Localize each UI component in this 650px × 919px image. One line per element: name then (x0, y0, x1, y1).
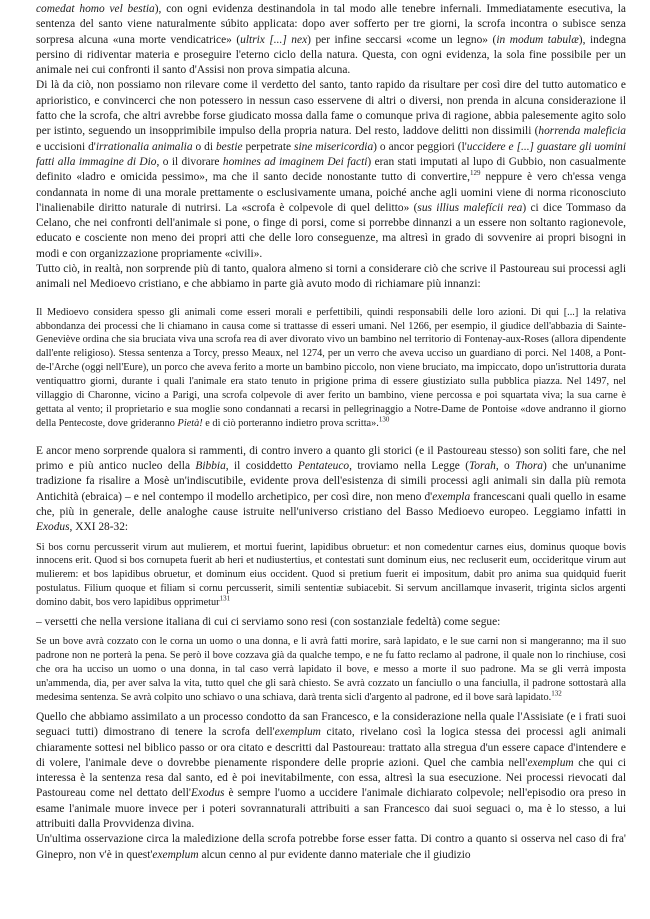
text-run: ) ci dice Tommaso da Celano, che nei confronti dell'animale si pone, o finge di porsi, come si porrebbe dinnanzi a un essere non soltanto ragionevole, educato e cosciente non meno dei propri atti che delle loro conseguenze, ma altresì in grado di sovvenire ai propri bisogni in modi e con organizzazione propriamente «civili». (36, 201, 626, 260)
text-run: ) per infine seccarsi «come un legno» ( (307, 33, 497, 46)
italic-run: exemplum (527, 756, 574, 769)
footnote-ref: 132 (551, 689, 562, 698)
italic-run: exemplum (274, 726, 321, 739)
italic-run: irrationalia animalia (95, 140, 193, 153)
text-run: Tutto ciò, in realtà, non sorprende più di tanto, qualora almeno si torni a considerare ciò che scrive il Pastoureau sui processi agli animali nel Medioevo cristiano, e che abbiamo in parte già avuto modo di richiamare più innanzi: (36, 263, 626, 291)
text-run: E ancor meno sorprende qualora si rammenti, di contro invero a quanto gli storici (e il Pastoureau stesso) son soliti fare, che nel primo e più antico nucleo della (36, 444, 626, 473)
text-run: ) eran stati imputati al lupo di Gubbio, non casualmente definito «ladro e omicida pessimo», ma che il santo decide nonostante tutto di convertire, (36, 155, 626, 184)
block-quote-exodus-italian (36, 635, 626, 705)
text-run: ), indegna persino di ridiventar materia e proseguire l'eterno ciclo della natura. Questa, con ogni evidenza, la sola fine possibile per un animale nei cui confronti il santo d'Assisi non prova simpatia alcuna. (36, 33, 627, 77)
italic-run: Pentateuco (297, 460, 350, 473)
text-run: perpetrate (242, 140, 295, 153)
footnote-ref: 129 (469, 169, 481, 178)
italic-run: Exodus (36, 521, 70, 534)
italic-run: ultrix [...] nex (240, 33, 308, 46)
italic-run: homines ad imaginem Dei facti (222, 155, 368, 168)
footnote-ref: 130 (378, 415, 390, 424)
block-quote-exodus-latin (36, 541, 626, 611)
text-run: Se un bove avrà cozzato con le corna un uomo o una donna, e li avrà fatti morire, sarà lapidato, e le sue carni non si mangeranno; ma il suo padrone non ne porterà la pena. Se però il bove cozzava già da qualche tempo, e ne fu fatto reclamo al padrone, il quale non lo rinchiuse, così che ora ha ucciso un uomo o una donna, in tal caso verrà lapidato il bove, e messo a morte il suo padrone. Ma se gli verrà imposta un'ammenda, dia, per aver salva la vita, tutto quel che gli sarà chiesto. Se avrà cozzato un fanciullo o una fanciulla, il padrone sottostarà alla medesima sentenza. Se avrà colpito uno schiavo o una schiava, darà trenta sicli d'argento al padrone, ed il bove sarà lapidato. (36, 636, 626, 704)
text-run: Il Medioevo considera spesso gli animali come esseri morali e perfettibili, quindi responsabili delle loro azioni. Di qui [...] la relativa abbondanza dei processi che li chiamano in causa come si trattasse di esseri umani. Nel 1266, per esempio, il giudice dell'abbazia di Sainte-Geneviève ordina che sia bruciata viva una scrofa rea di aver divorato vivo un bambino nel territorio di Fontenay-aux-Roses (allora dipendente dall'ente religioso). Stessa sentenza a Torcy, presso Meaux, nel 1274, per un verro che aveva ucciso un guardiano di porci. Nel 1408, a Pont-de-l'Arche (oggi nell'Eure), un porco che aveva ferito a morte un bambino piccolo, non viene bruciato, ma impiccato, dopo un'istruttoria durata ventiquattro giorni, durante i quali l'animale era stato tenuto in prigione prima di essere giustiziato sulla pubblica piazza. Nel 1497, nel villaggio di Charonne, vicino a Parigi, una scrofa colpevole di aver ferito un bambino, viene percossa e poi squartata viva; la sua carne è gettata al vento; il proprietario e sua moglie sono condannati a recarsi in pellegrinaggio a Notre-Dame de Pontoise «dove andranno il giorno della Pentecoste, dove grideranno (36, 306, 626, 429)
italic-run: Bibbia (195, 460, 226, 473)
paragraph-6 (36, 710, 626, 832)
text-run: , o il divorare (156, 155, 223, 168)
paragraph-7 (36, 832, 626, 863)
paragraph-2 (36, 78, 626, 262)
text-run: ) o ancor peggiori (l' (373, 140, 467, 153)
italic-run: exemplum (152, 848, 199, 861)
text-run: Quello che abbiamo assimilato a un processo condotto da san Francesco, e la considerazione nella quale l'Assisiate (e i frati suoi seguaci tutti) dimostrano di tenere la scrofa dell' (36, 710, 626, 739)
text-run: e uccisioni d' (36, 140, 96, 153)
text-run: neppure è vero ch'essa venga condannata in nome di una morale prettamente o esclusivamente umana, poiché anche agli uomini viene di norma riconosciuto l'inalienabile diritto naturale di nutrirsi. La «scrofa è colpevole di quel delitto» ( (36, 171, 626, 214)
text-run: Di là da ciò, non possiamo non rilevare come il verdetto del santo, tanto rapido da risultare per così dire del tutto automatico e aprioristico, e convincerci che non potessero in nessun caso esservene di altri o diversi, non prenda in alcuna considerazione il fatto che la scrofa, che altri avrebbe forse giudicato mossa dalla fame o comunque priva di ragione, abbia palesemente agito solo per istinto, seguendo un insopprimibile impulso della propria natura. Del resto, laddove delitti non dissimili ( (36, 79, 626, 138)
italic-run: Torah (469, 460, 496, 473)
text-run: e di ciò porteranno indietro prova scritta». (202, 417, 379, 429)
text-run: ) che un'unanime tradizione fa risalire a Mosè un'indiscutibile, evidente prova dell'esistenza di simili processi agli animali sin dalla più remota Antichità (ebraica) – e nel contempo il modello archetipico, per così dire, non meno d' (36, 460, 626, 503)
footnote-ref: 131 (219, 594, 231, 603)
text-run: citato, rivelano così la logica stessa dei processi agli animali chiaramente sottesi nel biblico passo or ora citato e descritti dal Pastoureau: trattato alla stregua d'un essere capace d'intendere e di volere, l'animale deve o dovrebbe pienamente rispondere delle proprie azioni. Quel che cambia nell' (36, 726, 626, 769)
text-run: che qui ci interessa è la sentenza resa dal santo, ed è poi inevitabilmente, con essa, altresì la sua esecuzione. Nei processi rievocati dal Pastoureau come nel dettato dell' (36, 756, 626, 800)
italic-run: Thora (515, 460, 543, 473)
text-run: Un'ultima osservazione circa la maledizione della scrofa potrebbe forse esser fatta. Di contro a quanto si osserva nel caso di fra' Ginepro, non v'è in quest' (36, 833, 626, 861)
text-run: , troviamo nella Legge ( (349, 460, 469, 473)
text-run: è sempre l'uomo a uccidere l'animale dichiarato colpevole; nell'episodio ora preso in esame l'animale muore invece per i poteri sovrannaturali attribuiti a san Francesco dai suoi seguaci o, ma è lo stesso, a lui attribuiti dalla Provvidenza divina. (36, 787, 626, 831)
text-run: – versetti che nella versione italiana di cui ci serviamo sono resi (con sostanziale fedeltà) come segue: (36, 616, 501, 629)
text-run: alcun cenno al pur evidente danno materiale che il giudizio (198, 848, 471, 861)
italic-run: Exodus (190, 787, 225, 800)
italic-run: uccidere e [...] guastare gli uomini fatti alla immagine di Dio (36, 140, 627, 168)
italic-run: sus illius malefícii rea (417, 201, 523, 214)
text-run: francescani quali quello in esame che, più in generale, delle analoghe cause istruite nell'universo cristiano del Basso Medioevo europeo. Leggiamo infatti in (36, 490, 626, 518)
italic-run: horrenda maleficia (538, 125, 626, 138)
italic-run: Pietà! (177, 417, 203, 429)
block-quote-pastoureau (36, 306, 626, 431)
paragraph-3 (36, 262, 626, 293)
text-run: , XXI 28-32: (69, 521, 129, 534)
text-run: ), con ogni evidenza destinandola in tal modo alle tenebre infernali. Immediatamente esecutiva, la sentenza del santo viene naturalmente súbito applicata: dopo aver sofferto per tre giorni, la scrofa incontra o subisce senza sorpresa alcuna «una morte vendicatrice» ( (36, 3, 626, 46)
italic-run: sine misericordia (294, 140, 374, 153)
italic-run: comedat homo vel bestia (36, 3, 155, 15)
text-run: o di (192, 140, 216, 153)
text-run: , o (495, 460, 516, 473)
italic-run: in modum tabulæ (496, 33, 579, 46)
text-run: , il cosiddetto (225, 460, 298, 473)
italic-run: bestie (215, 140, 243, 153)
paragraph-5 (36, 615, 626, 630)
italic-run: exempla (432, 490, 471, 503)
text-run: Si bos cornu percusserit virum aut mulierem, et mortui fuerint, lapidibus obruetur: et non comedentur carnes eius, dominus quoque bovis innocens erit. Quod si bos cornupeta fuerit ab heri et nudiustertius, et contestati sunt dominum eius, nec recluserit eum, occideritque virum aut mulierem: et bos lapidibus obruetur, et dominum eius occident. Quod si pretium fuerit ei impositum, dabit pro anima sua quidquid fuerit postulatus. Filium quoque et filiam si cornu percusserit, simili sententiæ subiacebit. Si servum ancillamque invaserit, triginta siclos argenti domino dabit, bos vero lapidibus opprimetur (36, 541, 626, 609)
paragraph-1 (36, 2, 626, 78)
paragraph-4 (36, 444, 626, 536)
